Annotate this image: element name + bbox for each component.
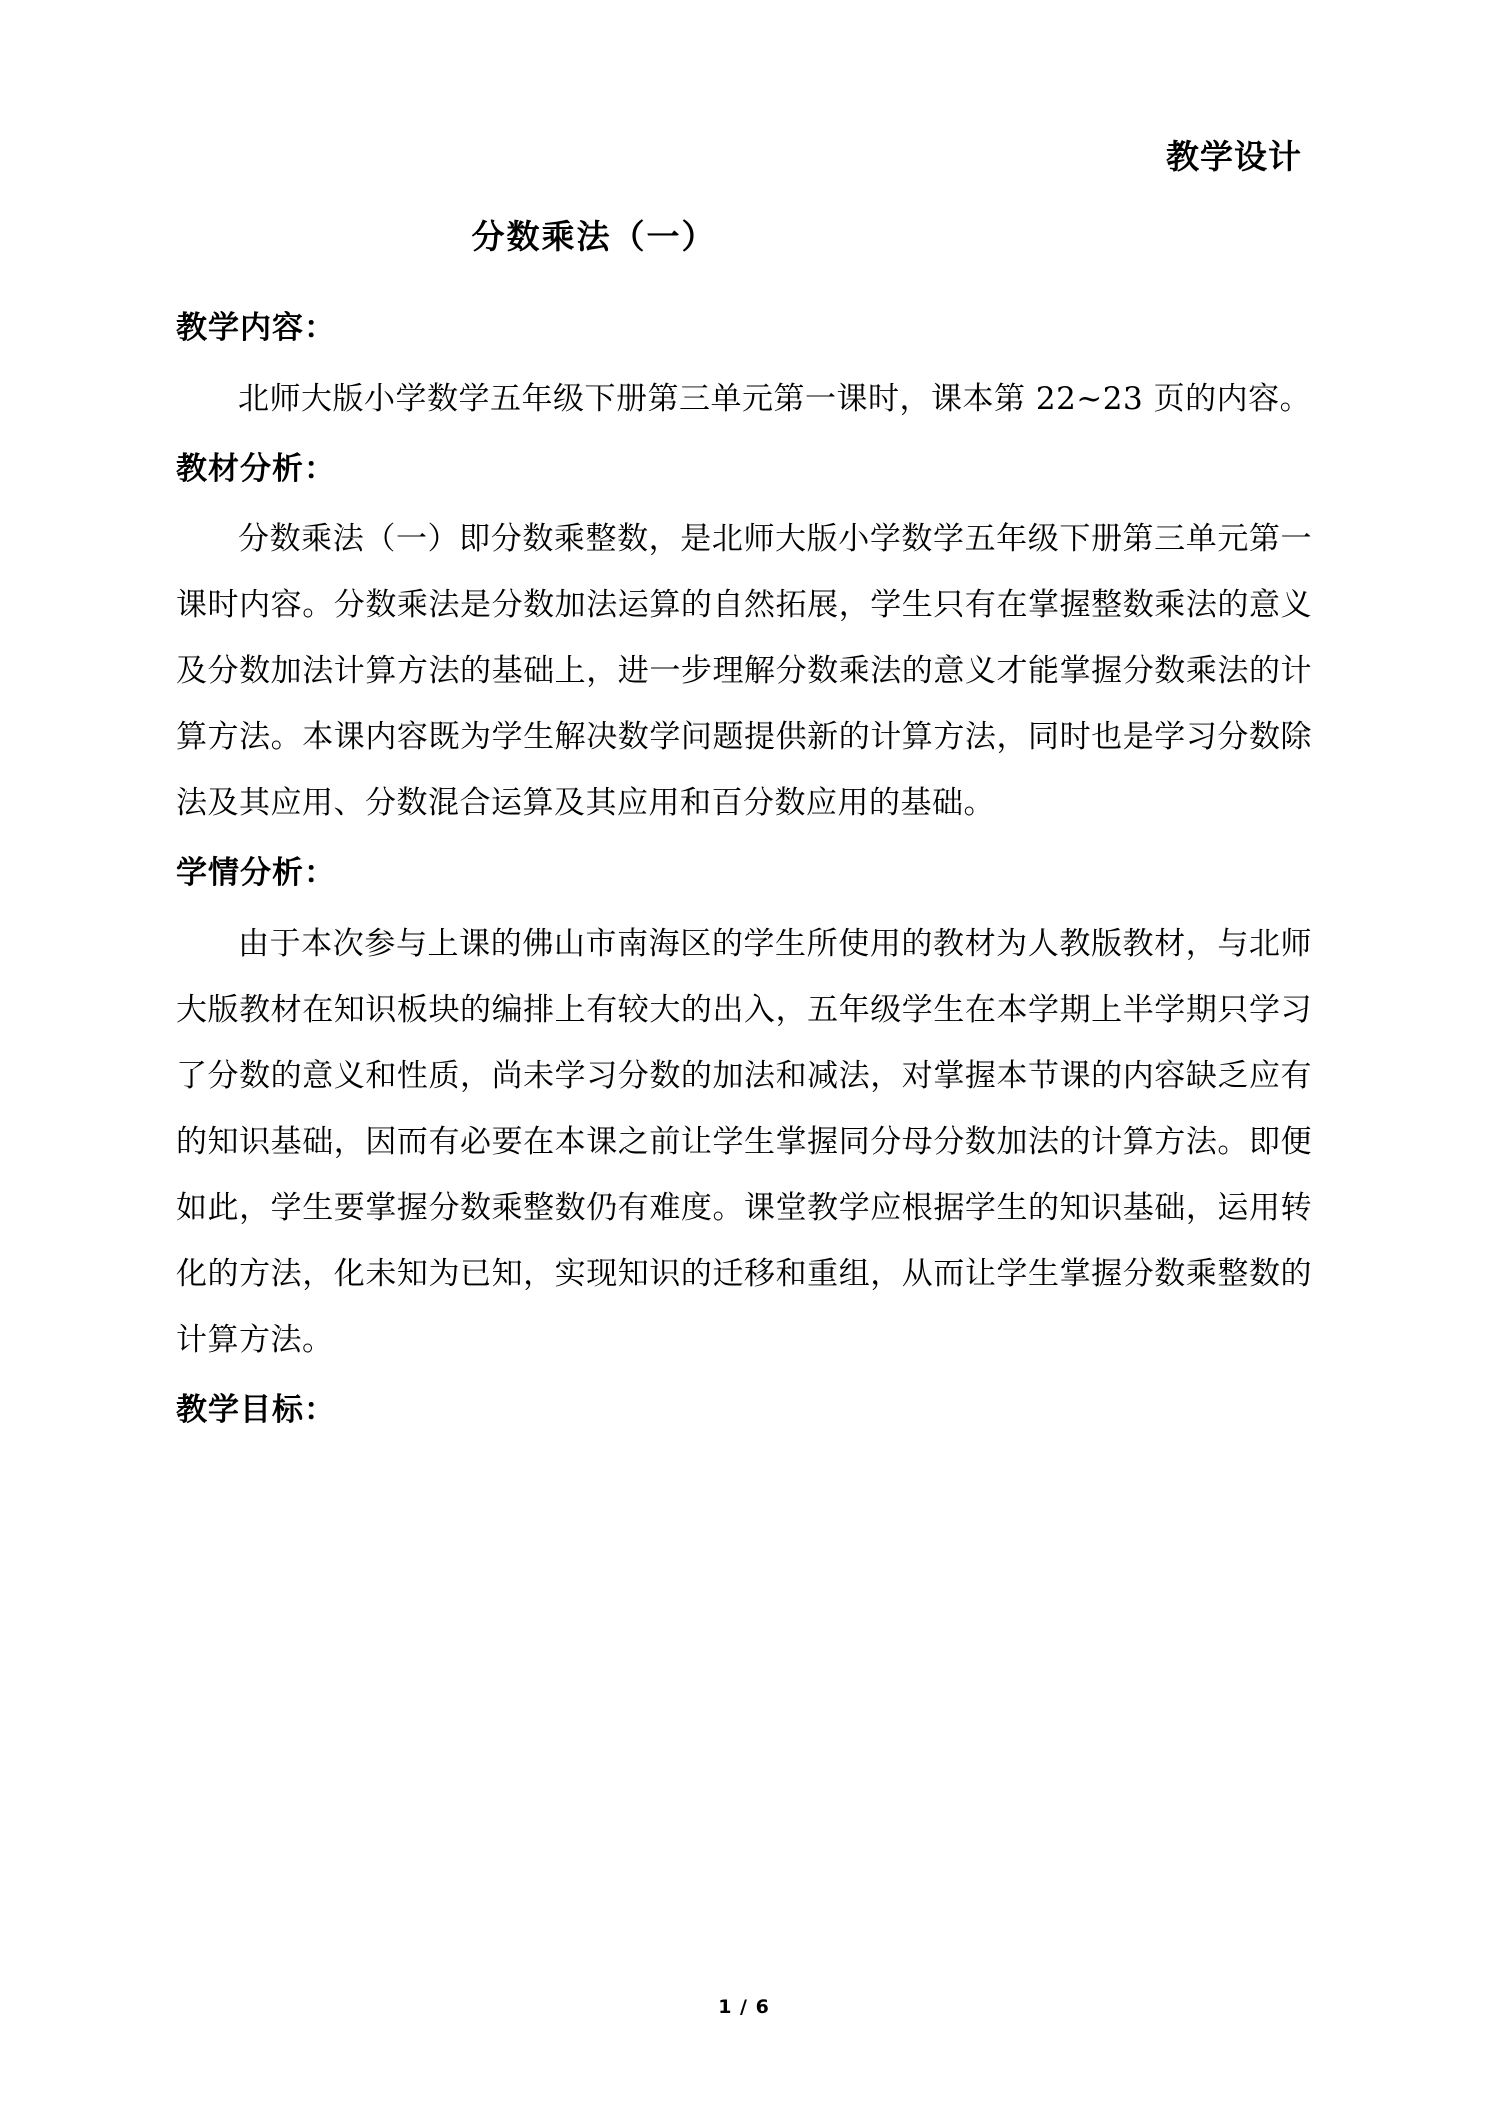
section-heading-student-analysis: 学情分析：	[176, 855, 336, 891]
section-material-analysis	[176, 446, 1312, 837]
section-student-analysis	[176, 850, 1312, 1373]
section-heading-teaching-content: 教学内容：	[176, 310, 336, 346]
section-heading-teaching-objectives: 教学目标：	[176, 1391, 336, 1428]
section-teaching-objectives	[176, 1387, 1312, 1434]
page-footer-number: 1 / 6	[718, 1996, 770, 2018]
section-body-teaching-content: 北师大版小学数学五年级下册第三单元第一课时，课本第 22~23 页的内容。	[238, 380, 1312, 417]
section-heading-material-analysis: 教材分析：	[176, 450, 336, 487]
section-teaching-content	[176, 305, 1312, 432]
section-body-material-analysis: 分数乘法（一）即分数乘整数，是北师大版小学数学五年级下册第三单元第一课时内容。分数乘法是分数加法运算的自然拓展，学生只有在掌握整数乘法的意义及分数加法计算方法的基础上，进一步理解分数乘法的意义才能掌握分数乘法的计算方法。本课内容既为学生解决数学问题提供新的计算方法，同时也是学习分数除法及其应用、分数混合运算及其应用和百分数应用的基础。	[176, 521, 1312, 821]
section-body-student-analysis: 由于本次参与上课的佛山市南海区的学生所使用的教材为人教版教材，与北师大版教材在知识板块的编排上有较大的出入，五年级学生在本学期上半学期只学习了分数的意义和性质，尚未学习分数的加法和减法，对掌握本节课的内容缺乏应有的知识基础，因而有必要在本课之前让学生掌握同分母分数加法的计算方法。即便如此，学生要掌握分数乘整数仍有难度。课堂教学应根据学生的知识基础，运用转化的方法，化未知为已知，实现知识的迁移和重组，从而让学生掌握分数乘整数的计算方法。	[176, 925, 1312, 1358]
page-title: 分数乘法（一）	[471, 216, 717, 256]
document-header-label: 教学设计	[1166, 137, 1302, 176]
document-content	[176, 132, 1312, 1447]
